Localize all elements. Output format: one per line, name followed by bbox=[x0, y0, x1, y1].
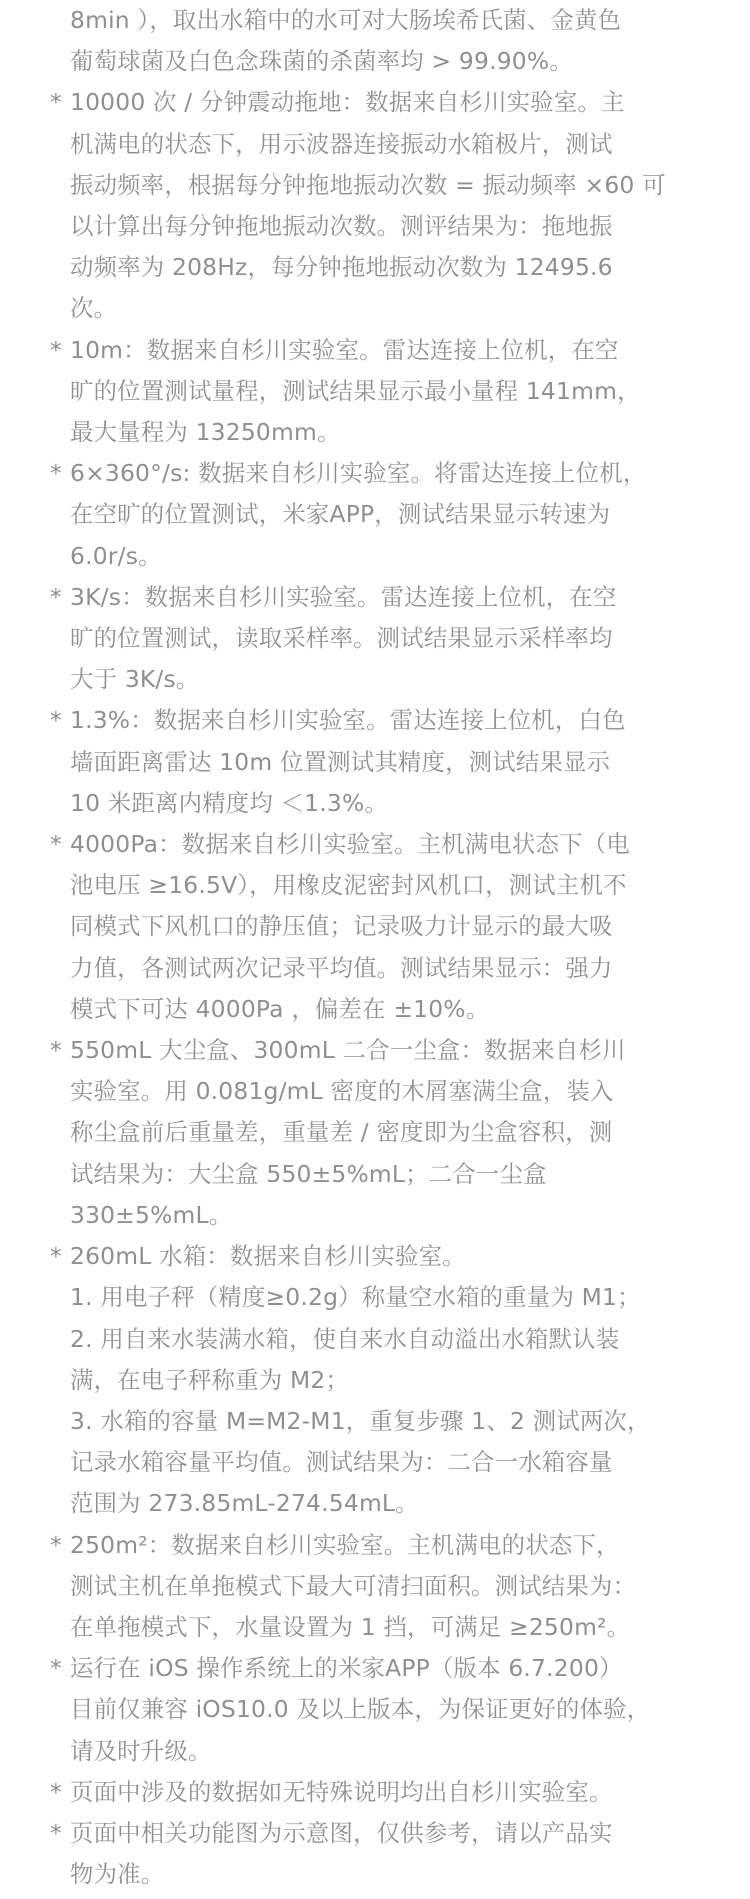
footnote-item bbox=[50, 330, 710, 454]
footnote-line: 振动频率，根据每分钟拖地振动次数 = 振动频率 ×60 可 bbox=[70, 170, 666, 199]
footnote-asterisk: * bbox=[50, 830, 62, 859]
footnote-line: 1. 用电子秤（精度≥0.2g）称量空水箱的重量为 M1； bbox=[70, 1283, 641, 1312]
footnote-line: 旷的位置测试量程，测试结果显示最小量程 141mm， bbox=[70, 376, 641, 405]
footnote-line: 力值，各测试两次记录平均值。测试结果显示：强力 bbox=[70, 953, 613, 982]
footnote-line: 6×360°/s: 数据来自杉川实验室。将雷达连接上位机， bbox=[70, 459, 647, 488]
footnote-asterisk: * bbox=[50, 1654, 62, 1683]
footnote-line: 550mL 大尘盒、300mL 二合一尘盒：数据来自杉川 bbox=[70, 1036, 626, 1065]
footnote-line: 330±5%mL。 bbox=[70, 1200, 233, 1229]
footnote-line: 3K/s：数据来自杉川实验室。雷达连接上位机，在空 bbox=[70, 582, 617, 611]
footnote-line: 在空旷的位置测试，米家APP，测试结果显示转速为 bbox=[70, 500, 611, 529]
footnote-item bbox=[50, 700, 710, 824]
footnote-line: 称尘盒前后重量差，重量差 / 密度即为尘盒容积，测 bbox=[70, 1118, 613, 1147]
footnote-item bbox=[50, 1525, 710, 1649]
footnote-line: 2. 用自来水装满水箱，使自来水自动溢出水箱默认装 bbox=[70, 1324, 620, 1353]
footnote-line: 页面中涉及的数据如无特殊说明均出自杉川实验室。 bbox=[70, 1777, 613, 1806]
footnote-item bbox=[50, 1030, 710, 1236]
footnote-item bbox=[50, 453, 710, 577]
footnote-item bbox=[50, 577, 710, 701]
footnote-asterisk: * bbox=[50, 335, 62, 364]
footnote-line: 机满电的状态下，用示波器连接振动水箱极片，测试 bbox=[70, 129, 613, 158]
footnote-line: 大于 3K/s。 bbox=[70, 665, 200, 694]
footnote-line: 记录水箱容量平均值。测试结果为：二合一水箱容量 bbox=[70, 1448, 613, 1477]
footnote-line: 运行在 iOS 操作系统上的米家APP（版本 6.7.200） bbox=[70, 1654, 623, 1683]
footnote-line: 3. 水箱的容量 M=M2-M1，重复步骤 1、2 测试两次， bbox=[70, 1406, 651, 1435]
footnote-asterisk: * bbox=[50, 706, 62, 735]
footnote-list bbox=[50, 0, 710, 1895]
footnote-line: 次。 bbox=[70, 294, 118, 323]
footnote-asterisk: * bbox=[50, 1818, 62, 1847]
footnote-asterisk: * bbox=[50, 1530, 62, 1559]
footnote-asterisk: * bbox=[50, 88, 62, 117]
footnote-item bbox=[50, 1772, 710, 1813]
footnote-line: 墙面距离雷达 10m 位置测试其精度，测试结果显示 bbox=[70, 747, 611, 776]
footnote-line: 请及时升级。 bbox=[70, 1736, 212, 1765]
footnote-line: 10 米距离内精度均 ＜1.3%。 bbox=[70, 788, 388, 817]
footnote-line: 范围为 273.85mL-274.54mL。 bbox=[70, 1489, 419, 1518]
footnote-asterisk: * bbox=[50, 1036, 62, 1065]
footnote-line: 测试主机在单拖模式下最大可清扫面积。测试结果为： bbox=[70, 1571, 637, 1600]
footnote-line: 8min ），取出水箱中的水可对大肠埃希氏菌、金黄色 bbox=[70, 6, 622, 34]
footnote-item bbox=[50, 1236, 710, 1524]
footnote-asterisk: * bbox=[50, 1242, 62, 1271]
footnote-asterisk: * bbox=[50, 1777, 62, 1806]
footnote-line: 260mL 水箱：数据来自杉川实验室。 bbox=[70, 1242, 466, 1271]
footnote-line: 1.3%：数据来自杉川实验室。雷达连接上位机，白色 bbox=[70, 706, 626, 735]
footnote-item bbox=[50, 82, 710, 329]
footnote-line: 物为准。 bbox=[70, 1860, 165, 1889]
footnote-line: 旷的位置测试，读取采样率。测试结果显示采样率均 bbox=[70, 624, 613, 653]
footnote-line: 4000Pa：数据来自杉川实验室。主机满电状态下（电 bbox=[70, 830, 630, 859]
footnote-asterisk: * bbox=[50, 459, 62, 488]
footnote-line: 以计算出每分钟拖地振动次数。测评结果为：拖地振 bbox=[70, 212, 613, 241]
footnote-line: 模式下可达 4000Pa ，偏差在 ±10%。 bbox=[70, 994, 490, 1023]
footnote-line: 实验室。用 0.081g/mL 密度的木屑塞满尘盒，装入 bbox=[70, 1077, 614, 1106]
footnote-line: 6.0r/s。 bbox=[70, 541, 162, 570]
footnote-line: 250m²：数据来自杉川实验室。主机满电的状态下， bbox=[70, 1530, 620, 1559]
footnote-item bbox=[50, 0, 710, 82]
footnote-line: 页面中相关功能图为示意图，仅供参考，请以产品实 bbox=[70, 1818, 613, 1847]
footnote-item bbox=[50, 1813, 710, 1895]
footnote-line: 10000 次 / 分钟震动拖地：数据来自杉川实验室。主 bbox=[70, 88, 625, 117]
footnote-line: 同模式下风机口的静压值；记录吸力计显示的最大吸 bbox=[70, 912, 613, 941]
footnote-line: 在单拖模式下，水量设置为 1 挡，可满足 ≥250m²。 bbox=[70, 1612, 631, 1641]
footnote-line: 最大量程为 13250mm。 bbox=[70, 418, 341, 447]
footnote-line: 10m：数据来自杉川实验室。雷达连接上位机，在空 bbox=[70, 335, 619, 364]
footnote-item bbox=[50, 1648, 710, 1772]
footnote-asterisk: * bbox=[50, 582, 62, 611]
footnote-line: 动频率为 208Hz，每分钟拖地振动次数为 12495.6 bbox=[70, 253, 613, 282]
footnote-item bbox=[50, 824, 710, 1030]
footnote-line: 目前仅兼容 iOS10.0 及以上版本，为保证更好的体验， bbox=[70, 1695, 651, 1724]
footnote-line: 试结果为：大尘盒 550±5%mL；二合一尘盒 bbox=[70, 1159, 547, 1188]
footnote-line: 池电压 ≥16.5V），用橡皮泥密封风机口，测试主机不 bbox=[70, 871, 627, 900]
footnote-line: 满，在电子秤称重为 M2； bbox=[70, 1365, 350, 1394]
footnote-line: 葡萄球菌及白色念珠菌的杀菌率均 > 99.90%。 bbox=[70, 47, 573, 76]
